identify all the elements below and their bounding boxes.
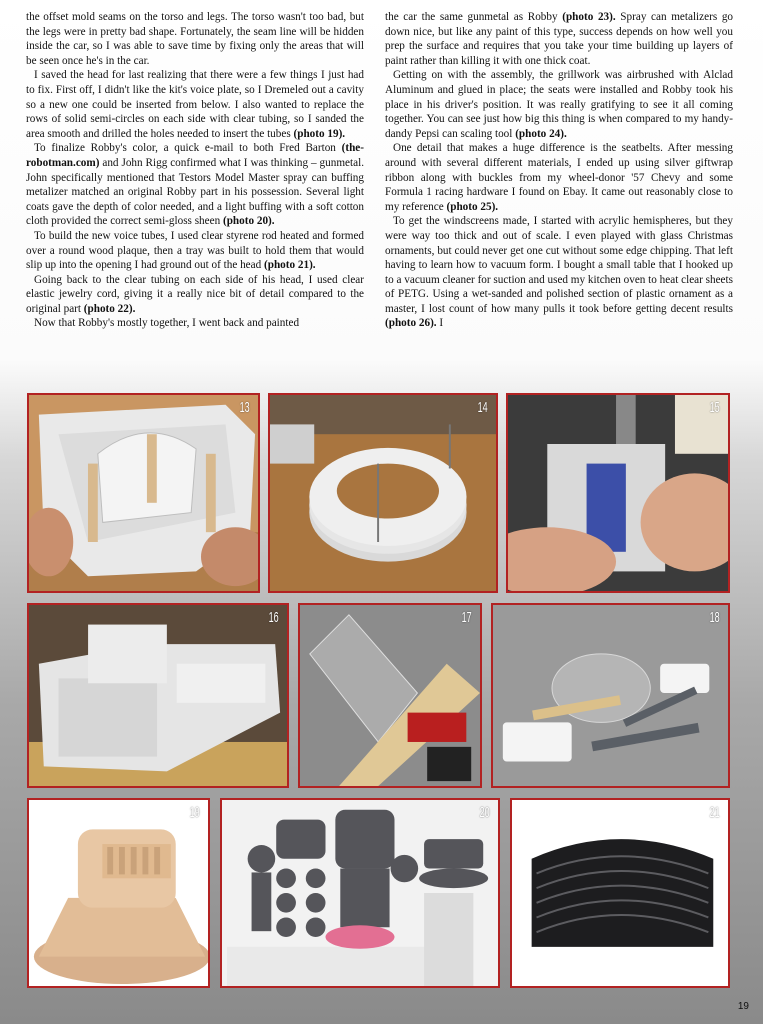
article-left-column [26,10,364,331]
photo-18 [491,603,730,788]
article-paragraph [385,68,733,141]
photo-15-image [508,395,728,591]
photo-number: 15 [709,399,720,416]
bold-run: (photo 25). [446,200,499,213]
photo-number: 14 [477,399,488,416]
photo-14 [268,393,498,593]
article-paragraph [385,141,733,214]
photo-16 [27,603,289,788]
bold-run: (photo 23). [562,11,616,23]
article-paragraph [26,229,364,273]
article-right-column [385,10,733,331]
bold-run: (photo 22). [83,302,136,315]
text-run: I [436,317,444,330]
bold-run: (photo 20). [222,215,275,228]
bold-run: (photo 26). [385,317,437,330]
article-paragraph [26,68,364,141]
bold-run: (the-robotman.com) [26,142,364,169]
article-paragraph [385,10,733,68]
photo-19 [27,798,210,988]
text-run: One detail that makes a huge difference is the seatbelts. After messing around with several different materials, I ended up using silver giftwrap ribbon along with buckles from my wheel-donor '57 Chevy and some Formula 1 racing hardware I found on Ebay. It came out reasonably close to my reference [385,142,733,213]
photo-13-image [29,395,258,591]
text-run: To get the windscreens made, I started with acrylic hemispheres, but they were way too thick and out of scale. I even played with glass Christmas ornaments, but could never get one cut without some edge chipping. That left having to learn how to vacuum form. I bought a small table that I hooked up to a vacuum cleaner for suction and used my kitchen oven to heat clear sheets of PETG. Using a wet-sanded and polished section of plastic ornament as a master, I lost count of how many pulls it took before getting decent results [385,215,733,315]
bold-run: (photo 21). [264,259,316,272]
photo-number: 18 [709,609,720,626]
photo-number: 19 [189,804,200,821]
photo-21 [510,798,730,988]
photo-21-image [512,800,728,986]
photo-17-image [300,605,480,786]
text-run: Getting on with the assembly, the grillwork was airbrushed with Alclad Aluminum and glued in place; the seats were installed and Robby took his place in his driver's position. It was really gratifying to see it all coming together. You can see just how big this thing is when compared to my handy-dandy Pepsi can scaling tool [385,69,733,140]
photo-16-image [29,605,287,786]
text-run: To build the new voice tubes, I used clear styrene rod heated and formed over a round wood plaque, then a tray was built to hold them that would slip up into the opening I had ground out of the head [26,229,364,272]
text-run: Spray can metalizers go down nice, but like any paint of this type, success depends on how well you prep the surface and requires that you take your time building up layers of paint rather than killing it with one thick coat. [385,11,734,67]
photo-number: 20 [479,804,490,821]
photo-number: 17 [461,609,472,626]
text-run: the car the same gunmetal as Robby [385,11,563,23]
article-paragraph [385,214,733,331]
text-run: Now that Robby's mostly together, I went back and painted [34,317,300,330]
text-run: and John Rigg confirmed what I was thinking – gunmetal. John specifically mentioned that Testors Model Master spray can buffing metalizer matched an original Robby part in his possession. Several light coats gave the depth of color needed, and a light buffing with a soft cotton cloth provided the correct semi-gloss sheen [26,156,364,228]
text-run: To finalize Robby's color, a quick e-mail to both Fred Barton [34,142,342,155]
photo-13 [27,393,260,593]
page-number: 19 [737,1001,749,1012]
photo-15 [506,393,730,593]
text-run: Going back to the clear tubing on each side of his head, I used clear elastic jewelry cord, giving it a really nice bit of detail compared to the original part [26,273,364,315]
photo-18-image [493,605,728,786]
text-run: I saved the head for last realizing that there were a few things I just had to fix. First off, I didn't like the kit's voice plate, so I Dremeled out a cavity so a new one could be inserted from below. I also wanted to replace the rows of solid semi-circles on each side with clear tubing, so I sanded the area smooth and drilled the holes needed to insert the tubes [26,69,364,140]
text-run: the offset mold seams on the torso and legs. The torso wasn't too bad, but the legs were in pretty bad shape. Fortunately, the seam line will be hidden inside the car, so I was able to save time by fixing only the areas that will be seen once he's in the car. [26,11,364,67]
article-paragraph [26,10,364,68]
article-paragraph [26,273,364,317]
bold-run: (photo 19). [293,127,346,140]
photo-19-image [29,800,208,986]
photo-20-image [222,800,498,986]
photo-number: 16 [268,609,279,626]
photo-number: 21 [709,804,720,821]
photo-20 [220,798,500,988]
photo-17 [298,603,482,788]
article-paragraph [26,316,364,331]
photo-14-image [270,395,496,591]
bold-run: (photo 24). [515,127,567,140]
photo-number: 13 [239,399,250,416]
article-paragraph [26,141,364,229]
